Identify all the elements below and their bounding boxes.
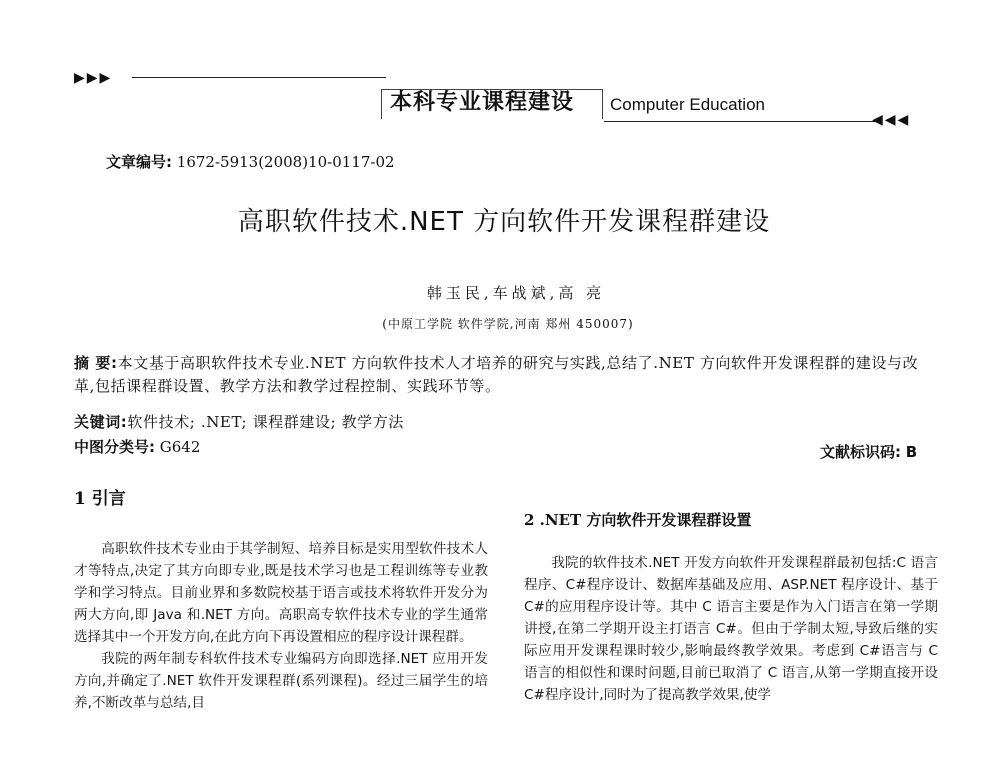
article-number [106,152,395,172]
section-1-heading: 1 引言 [74,489,126,509]
header-section-title: 本科专业课程建设 [390,90,575,115]
header-journal-name: Computer Education [610,95,765,114]
header-arrows-right: ◀◀◀ [872,112,911,128]
abstract-label: 摘 要: [74,354,118,372]
classification [74,437,200,457]
abstract-text: 本文基于高职软件技术专业.NET 方向软件技术人才培养的研究与实践,总结了.NET 方向软件开发课程群的建设与改革,包括课程群设置、教学方法和教学过程控制、实践环节等。 [74,354,919,395]
keywords-text: 软件技术; .NET; 课程群建设; 教学方法 [127,413,404,431]
article-number-value: 1672-5913(2008)10-0117-02 [176,153,395,171]
header-rule-top [132,77,386,78]
classification-label: 中图分类号: [74,438,155,456]
section-1-paragraph-2: 我院的两年制专科软件技术专业编码方向即选择.NET 应用开发方向,并确定了.NET 软件开发课程群(系列课程)。经过三届学生的培养,不断改革与总结,目 [74,651,488,711]
paper-authors: 韩玉民,车战斌,高 亮 [426,284,606,302]
keywords-label: 关键词: [74,413,128,431]
section-1-paragraph-1: 高职软件技术专业由于其学制短、培养目标是实用型软件技术人才等特点,决定了其方向即专业,既是技术学习也是工程训练等专业教学和学习特点。目前业界和多数院校基于语言或技术将软件开发分为两大方向,即 Java 和.NET 方向。高职高专软件技术专业的学生通常选择其中一个开发方向,在此方向下再设置相应的程序设计课程群。 [74,541,488,645]
section-2-heading: 2 .NET 方向软件开发课程群设置 [524,511,752,529]
header-arrows-left: ▶▶▶ [74,70,113,86]
classification-value: G642 [159,438,201,456]
abstract [74,352,936,398]
paper-affiliation: (中原工学院 软件学院,河南 郑州 450007) [382,317,634,331]
section-2-body [524,552,938,706]
document-code-label: 文献标识码: [820,443,901,461]
document-code [820,442,917,462]
section-1-body [74,538,488,714]
article-number-label: 文章编号: [106,153,172,171]
keywords [74,412,404,432]
paper-title: 高职软件技术.NET 方向软件开发课程群建设 [237,207,771,237]
section-2-paragraph-1: 我院的软件技术.NET 开发方向软件开发课程群最初包括:C 语言程序、C#程序设计、数据库基础及应用、ASP.NET 程序设计、基于 C#的应用程序设计等。其中 C 语言主要是作为入门语言在第一学期讲授,在第二学期开设主打语言 C#。但由于学制太短,导致后继的实际应用开发课程课时较少,影响最终教学效果。考虑到 C#语言与 C 语言的相似性和课时问题,目前已取消了 C 语言,从第一学期直接开设 C#程序设计,同时为了提高教学效果,使学 [524,555,938,703]
document-code-value: B [905,443,918,461]
header-rule-bottom [604,121,876,122]
